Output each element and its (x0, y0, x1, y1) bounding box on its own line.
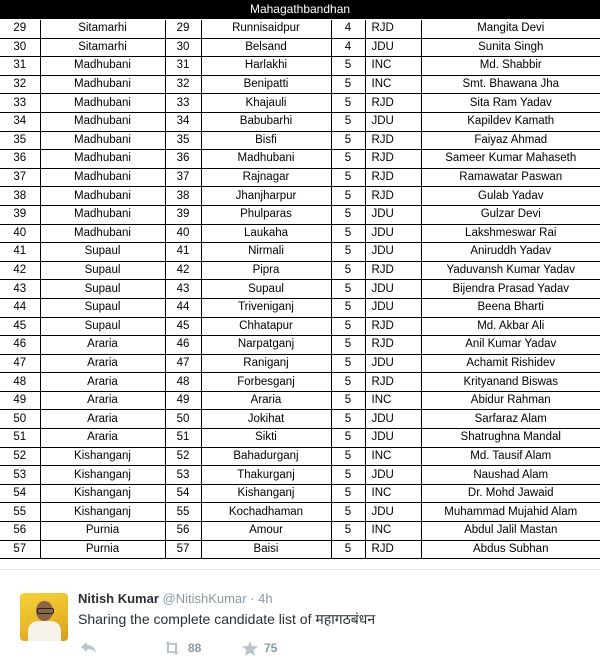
table-row (0, 336, 600, 355)
row-serial: 30 (0, 38, 40, 57)
row-serial: 36 (0, 150, 40, 169)
table-row (0, 57, 600, 76)
constituency-name: Narpatganj (201, 336, 331, 355)
phase: 5 (331, 317, 365, 336)
constituency-name: Kishanganj (201, 484, 331, 503)
phase: 5 (331, 261, 365, 280)
constituency-name: Thakurganj (201, 466, 331, 485)
table-row (0, 484, 600, 503)
candidate-name: Lakshmeswar Rai (421, 224, 600, 243)
constituency-name: Benipatti (201, 75, 331, 94)
district-name: Kishanganj (40, 503, 165, 522)
table-row (0, 280, 600, 299)
constituency-number: 37 (165, 168, 201, 187)
candidate-name: Anil Kumar Yadav (421, 336, 600, 355)
phase: 5 (331, 298, 365, 317)
party: RJD (365, 94, 421, 113)
constituency-number: 32 (165, 75, 201, 94)
constituency-number: 45 (165, 317, 201, 336)
table-row (0, 20, 600, 38)
constituency-number: 43 (165, 280, 201, 299)
row-serial: 48 (0, 373, 40, 392)
table-row (0, 261, 600, 280)
phase: 5 (331, 336, 365, 355)
row-serial: 29 (0, 20, 40, 38)
district-name: Araria (40, 391, 165, 410)
candidate-name: Yaduvansh Kumar Yadav (421, 261, 600, 280)
party: INC (365, 75, 421, 94)
table-row (0, 410, 600, 429)
party: JDU (365, 38, 421, 57)
row-serial: 53 (0, 466, 40, 485)
constituency-number: 47 (165, 354, 201, 373)
phase: 5 (331, 466, 365, 485)
constituency-number: 53 (165, 466, 201, 485)
district-name: Araria (40, 354, 165, 373)
constituency-name: Amour (201, 522, 331, 541)
favorite-star-icon (242, 641, 258, 656)
row-serial: 32 (0, 75, 40, 94)
candidate-name: Smt. Bhawana Jha (421, 75, 600, 94)
district-name: Madhubani (40, 131, 165, 150)
party: RJD (365, 131, 421, 150)
table-row (0, 540, 600, 559)
party: RJD (365, 336, 421, 355)
candidate-name: Abidur Rahman (421, 391, 600, 410)
row-serial: 39 (0, 205, 40, 224)
tweet-author-name[interactable]: Nitish Kumar (78, 591, 159, 606)
table-row (0, 373, 600, 392)
constituency-name: Jokihat (201, 410, 331, 429)
candidate-name: Beena Bharti (421, 298, 600, 317)
district-name: Madhubani (40, 94, 165, 113)
phase: 5 (331, 447, 365, 466)
row-serial: 57 (0, 540, 40, 559)
phase: 5 (331, 94, 365, 113)
favorite-count: 75 (264, 641, 278, 655)
tweet-timestamp[interactable]: 4h (258, 591, 273, 606)
candidate-name: Sameer Kumar Mahaseth (421, 150, 600, 169)
constituency-number: 57 (165, 540, 201, 559)
candidate-name: Aniruddh Yadav (421, 243, 600, 262)
table-row (0, 317, 600, 336)
candidate-name: Abdul Jalil Mastan (421, 522, 600, 541)
party: RJD (365, 168, 421, 187)
phase: 5 (331, 205, 365, 224)
tweet-text: Sharing the complete candidate list of महागठबंधन (78, 611, 376, 627)
avatar[interactable] (20, 593, 68, 641)
constituency-number: 35 (165, 131, 201, 150)
constituency-name: Rajnagar (201, 168, 331, 187)
party: RJD (365, 373, 421, 392)
row-serial: 46 (0, 336, 40, 355)
party: JDU (365, 298, 421, 317)
row-serial: 55 (0, 503, 40, 522)
constituency-name: Babubarhi (201, 112, 331, 131)
constituency-name: Khajauli (201, 94, 331, 113)
constituency-number: 30 (165, 38, 201, 57)
candidate-table (0, 20, 600, 559)
phase: 5 (331, 354, 365, 373)
row-serial: 45 (0, 317, 40, 336)
constituency-number: 39 (165, 205, 201, 224)
favorite-button[interactable] (242, 640, 277, 656)
constituency-number: 40 (165, 224, 201, 243)
phase: 5 (331, 280, 365, 299)
district-name: Madhubani (40, 112, 165, 131)
candidate-name: Gulzar Devi (421, 205, 600, 224)
constituency-number: 55 (165, 503, 201, 522)
phase: 5 (331, 150, 365, 169)
row-serial: 47 (0, 354, 40, 373)
phase: 5 (331, 410, 365, 429)
candidate-name: Kapildev Kamath (421, 112, 600, 131)
constituency-name: Araria (201, 391, 331, 410)
table-row (0, 391, 600, 410)
phase: 5 (331, 540, 365, 559)
district-name: Kishanganj (40, 466, 165, 485)
constituency-number: 49 (165, 391, 201, 410)
table-row (0, 168, 600, 187)
table-row (0, 187, 600, 206)
constituency-name: Harlakhi (201, 57, 331, 76)
party: RJD (365, 317, 421, 336)
phase: 4 (331, 38, 365, 57)
row-serial: 31 (0, 57, 40, 76)
candidate-name: Gulab Yadav (421, 187, 600, 206)
phase: 5 (331, 522, 365, 541)
row-serial: 41 (0, 243, 40, 262)
row-serial: 38 (0, 187, 40, 206)
constituency-name: Belsand (201, 38, 331, 57)
table-row (0, 75, 600, 94)
district-name: Kishanganj (40, 447, 165, 466)
constituency-name: Sikti (201, 429, 331, 448)
table-row (0, 243, 600, 262)
constituency-number: 56 (165, 522, 201, 541)
tweet-card (0, 569, 600, 664)
party: INC (365, 484, 421, 503)
constituency-number: 33 (165, 94, 201, 113)
district-name: Araria (40, 336, 165, 355)
constituency-name: Phulparas (201, 205, 331, 224)
row-serial: 42 (0, 261, 40, 280)
candidate-name: Md. Shabbir (421, 57, 600, 76)
retweet-icon (162, 641, 182, 655)
candidate-name: Sarfaraz Alam (421, 410, 600, 429)
candidate-name: Md. Akbar Ali (421, 317, 600, 336)
row-serial: 33 (0, 94, 40, 113)
constituency-name: Kochadhaman (201, 503, 331, 522)
party: JDU (365, 280, 421, 299)
row-serial: 34 (0, 112, 40, 131)
row-serial: 49 (0, 391, 40, 410)
candidate-name: Naushad Alam (421, 466, 600, 485)
row-serial: 44 (0, 298, 40, 317)
district-name: Kishanganj (40, 484, 165, 503)
phase: 4 (331, 20, 365, 38)
row-serial: 35 (0, 131, 40, 150)
table-row (0, 94, 600, 113)
table-row (0, 38, 600, 57)
constituency-name: Bisfi (201, 131, 331, 150)
constituency-name: Laukaha (201, 224, 331, 243)
table-row (0, 503, 600, 522)
row-serial: 43 (0, 280, 40, 299)
phase: 5 (331, 168, 365, 187)
table-row (0, 429, 600, 448)
constituency-name: Bahadurganj (201, 447, 331, 466)
candidate-name: Mangita Devi (421, 20, 600, 38)
phase: 5 (331, 224, 365, 243)
constituency-name: Jhanjharpur (201, 187, 331, 206)
party: JDU (365, 243, 421, 262)
tweet-separator: · (250, 591, 255, 606)
district-name: Supaul (40, 261, 165, 280)
phase: 5 (331, 75, 365, 94)
retweet-count: 88 (188, 641, 202, 655)
candidate-name: Krityanand Biswas (421, 373, 600, 392)
sheet-title: Mahagathbandhan (0, 0, 600, 20)
district-name: Supaul (40, 317, 165, 336)
constituency-name: Pipra (201, 261, 331, 280)
candidate-name: Sita Ram Yadav (421, 94, 600, 113)
constituency-number: 29 (165, 20, 201, 38)
constituency-number: 41 (165, 243, 201, 262)
row-serial: 50 (0, 410, 40, 429)
district-name: Madhubani (40, 187, 165, 206)
district-name: Madhubani (40, 75, 165, 94)
constituency-number: 44 (165, 298, 201, 317)
district-name: Madhubani (40, 168, 165, 187)
candidate-name: Bijendra Prasad Yadav (421, 280, 600, 299)
row-serial: 37 (0, 168, 40, 187)
party: JDU (365, 503, 421, 522)
table-row (0, 466, 600, 485)
constituency-number: 34 (165, 112, 201, 131)
party: JDU (365, 429, 421, 448)
table-row (0, 298, 600, 317)
tweet-author-handle[interactable]: @NitishKumar (162, 591, 247, 606)
district-name: Supaul (40, 280, 165, 299)
district-name: Madhubani (40, 224, 165, 243)
district-name: Madhubani (40, 205, 165, 224)
candidate-name: Md. Tausif Alam (421, 447, 600, 466)
constituency-name: Triveniganj (201, 298, 331, 317)
district-name: Supaul (40, 243, 165, 262)
constituency-name: Nirmali (201, 243, 331, 262)
row-serial: 52 (0, 447, 40, 466)
table-row (0, 131, 600, 150)
row-serial: 51 (0, 429, 40, 448)
constituency-number: 48 (165, 373, 201, 392)
table-row (0, 112, 600, 131)
party: JDU (365, 354, 421, 373)
constituency-name: Madhubani (201, 150, 331, 169)
constituency-number: 38 (165, 187, 201, 206)
retweet-button[interactable] (162, 640, 201, 656)
phase: 5 (331, 131, 365, 150)
district-name: Purnia (40, 522, 165, 541)
row-serial: 40 (0, 224, 40, 243)
district-name: Araria (40, 429, 165, 448)
district-name: Madhubani (40, 150, 165, 169)
party: RJD (365, 261, 421, 280)
phase: 5 (331, 57, 365, 76)
table-row (0, 205, 600, 224)
constituency-number: 42 (165, 261, 201, 280)
party: RJD (365, 20, 421, 38)
district-name: Madhubani (40, 57, 165, 76)
candidate-name: Dr. Mohd Jawaid (421, 484, 600, 503)
party: INC (365, 447, 421, 466)
candidate-name: Ramawatar Paswan (421, 168, 600, 187)
party: JDU (365, 224, 421, 243)
party: INC (365, 391, 421, 410)
phase: 5 (331, 429, 365, 448)
party: JDU (365, 466, 421, 485)
phase: 5 (331, 503, 365, 522)
constituency-number: 36 (165, 150, 201, 169)
table-row (0, 354, 600, 373)
table-row (0, 224, 600, 243)
table-row (0, 522, 600, 541)
party: INC (365, 57, 421, 76)
party: RJD (365, 187, 421, 206)
candidate-name: Shatrughna Mandal (421, 429, 600, 448)
district-name: Araria (40, 373, 165, 392)
district-name: Sitamarhi (40, 38, 165, 57)
phase: 5 (331, 112, 365, 131)
party: JDU (365, 205, 421, 224)
reply-icon (80, 641, 98, 655)
constituency-name: Forbesganj (201, 373, 331, 392)
party: INC (365, 522, 421, 541)
party: JDU (365, 112, 421, 131)
party: RJD (365, 540, 421, 559)
reply-button[interactable] (80, 640, 98, 656)
candidate-name: Faiyaz Ahmad (421, 131, 600, 150)
district-name: Supaul (40, 298, 165, 317)
constituency-name: Chhatapur (201, 317, 331, 336)
phase: 5 (331, 373, 365, 392)
district-name: Purnia (40, 540, 165, 559)
phase: 5 (331, 187, 365, 206)
row-serial: 56 (0, 522, 40, 541)
constituency-name: Supaul (201, 280, 331, 299)
party: JDU (365, 410, 421, 429)
constituency-number: 51 (165, 429, 201, 448)
candidate-name: Abdus Subhan (421, 540, 600, 559)
table-row (0, 150, 600, 169)
tweet-header (78, 591, 273, 606)
constituency-number: 52 (165, 447, 201, 466)
table-row (0, 447, 600, 466)
constituency-number: 54 (165, 484, 201, 503)
constituency-number: 46 (165, 336, 201, 355)
district-name: Sitamarhi (40, 20, 165, 38)
phase: 5 (331, 243, 365, 262)
party: RJD (365, 150, 421, 169)
candidate-name: Muhammad Mujahid Alam (421, 503, 600, 522)
constituency-number: 31 (165, 57, 201, 76)
phase: 5 (331, 484, 365, 503)
candidate-name: Sunita Singh (421, 38, 600, 57)
candidate-name: Achamit Rishidev (421, 354, 600, 373)
constituency-name: Runnisaidpur (201, 20, 331, 38)
constituency-number: 50 (165, 410, 201, 429)
row-serial: 54 (0, 484, 40, 503)
phase: 5 (331, 391, 365, 410)
constituency-name: Raniganj (201, 354, 331, 373)
district-name: Araria (40, 410, 165, 429)
constituency-name: Baisi (201, 540, 331, 559)
